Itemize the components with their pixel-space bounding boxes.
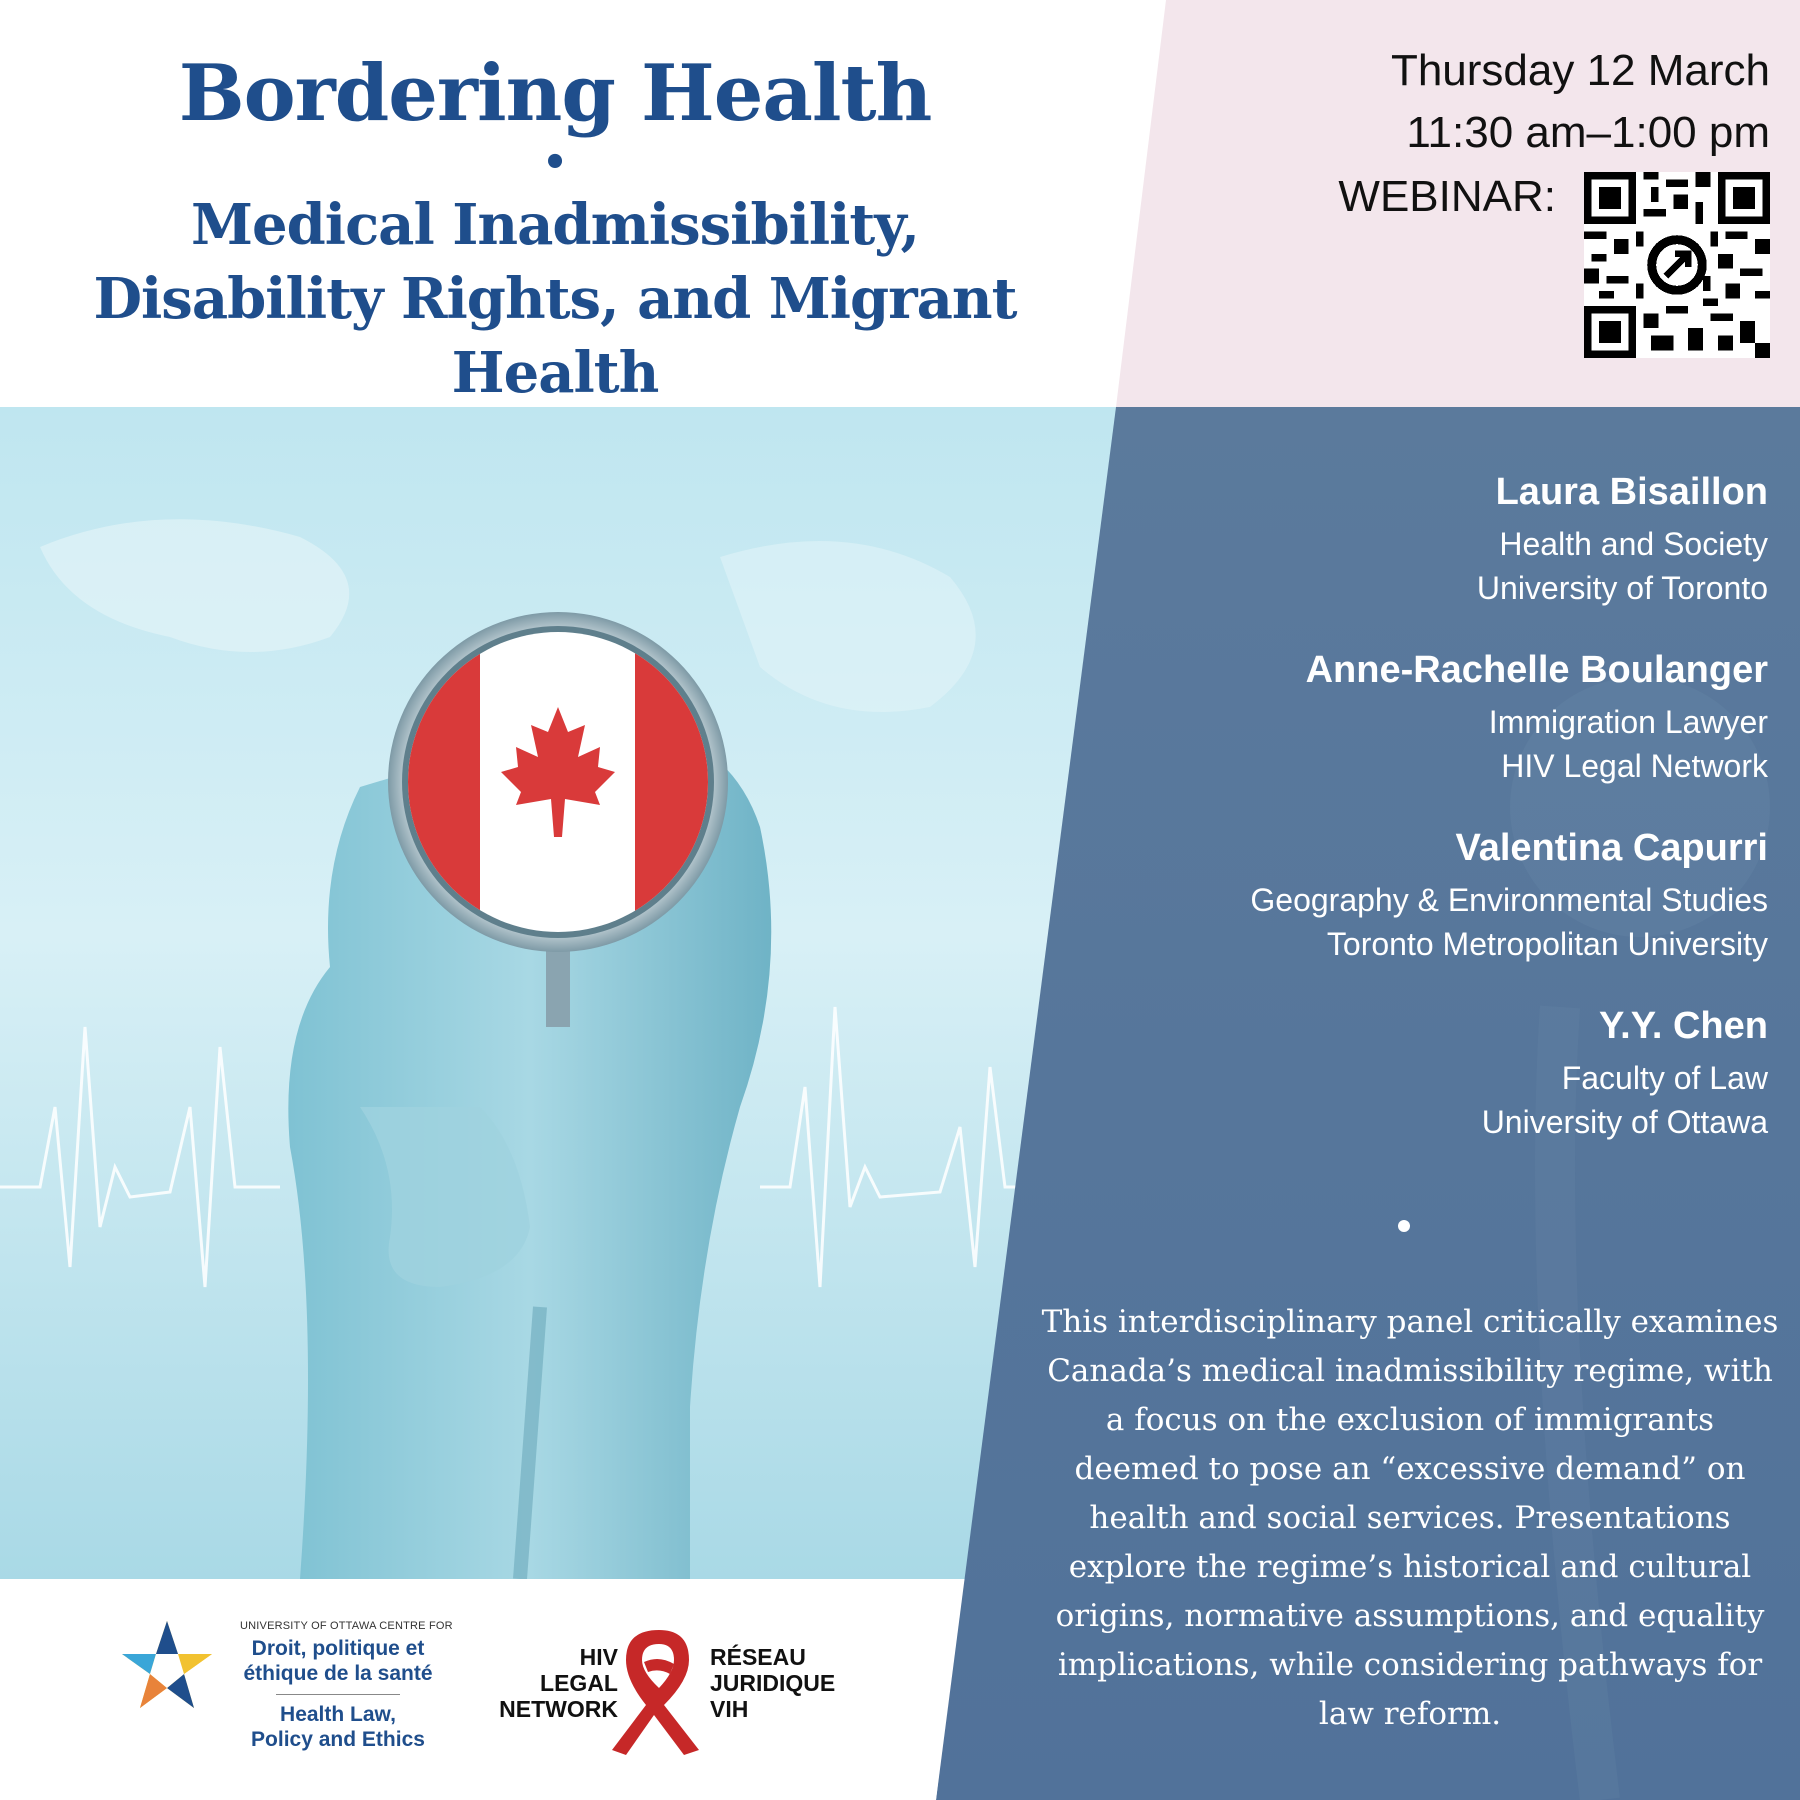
event-subtitle-line2: Disability Rights, and Migrant Health xyxy=(93,266,1017,406)
webinar-row xyxy=(1338,172,1770,358)
hiv-fr-line3: VIH xyxy=(710,1696,749,1722)
speaker-affiliation: Geography & Environmental Studies xyxy=(1250,882,1768,918)
uottawa-centre-label: UNIVERSITY OF OTTAWA CENTRE FOR xyxy=(240,1620,453,1632)
speaker-name: Anne-Rachelle Boulanger xyxy=(1305,649,1768,691)
uottawa-english-name xyxy=(240,1702,436,1752)
speaker-item xyxy=(868,468,1768,610)
event-date: Thursday 12 March xyxy=(1390,46,1770,95)
uottawa-french-line2: éthique de la santé xyxy=(243,1662,433,1685)
speaker-name: Y.Y. Chen xyxy=(1599,1005,1768,1047)
speaker-list xyxy=(868,468,1768,1180)
hiv-en-line1: HIV xyxy=(579,1644,618,1670)
hiv-en-line2: LEGAL xyxy=(540,1670,618,1696)
event-title-block xyxy=(40,48,1070,410)
speaker-affiliation: Immigration Lawyer xyxy=(1488,704,1768,740)
section-separator-dot xyxy=(1398,1220,1410,1232)
speaker-item xyxy=(868,824,1768,966)
uottawa-english-line1: Health Law, xyxy=(280,1703,396,1726)
hiv-legal-network-fr xyxy=(710,1644,870,1722)
uottawa-french-name xyxy=(240,1636,436,1686)
hiv-fr-line1: RÉSEAU xyxy=(710,1644,806,1670)
speaker-institution: HIV Legal Network xyxy=(1501,748,1768,784)
speaker-institution: University of Ottawa xyxy=(1481,1104,1768,1140)
hiv-legal-network-en xyxy=(490,1644,618,1722)
speaker-item xyxy=(868,1002,1768,1144)
speaker-name: Laura Bisaillon xyxy=(1495,471,1768,513)
speaker-affiliation: Faculty of Law xyxy=(1561,1060,1768,1096)
event-title: Bordering Health xyxy=(178,48,932,139)
event-time: 11:30 am–1:00 pm xyxy=(1406,108,1770,157)
speaker-affiliation: Health and Society xyxy=(1499,526,1768,562)
star-logo-icon xyxy=(112,1616,222,1726)
uottawa-english-line2: Policy and Ethics xyxy=(251,1728,425,1751)
event-subtitle xyxy=(40,188,1070,410)
qr-code-icon[interactable] xyxy=(1584,172,1770,358)
title-separator: • xyxy=(542,139,568,186)
logo-divider xyxy=(276,1694,400,1695)
speaker-item xyxy=(868,646,1768,788)
webinar-label: WEBINAR: xyxy=(1338,172,1556,221)
event-description: This interdisciplinary panel critically examines Canada’s medical inadmissibility regime, with a focus on the exclusion of immigrants deemed to pose an “excessive demand” on health and social services. Presentations explore the regime’s historical and cultural origins, normative assumptions, and equality implications, while considering pathways for law reform. xyxy=(1041,1304,1779,1732)
speaker-institution: University of Toronto xyxy=(1476,570,1768,606)
hiv-en-line3: NETWORK xyxy=(499,1696,618,1722)
event-subtitle-line1: Medical Inadmissibility, xyxy=(191,192,919,258)
hiv-fr-line2: JURIDIQUE xyxy=(710,1670,836,1696)
red-ribbon-handshake-icon xyxy=(604,1620,714,1760)
uottawa-french-line1: Droit, politique et xyxy=(251,1637,425,1660)
speaker-name: Valentina Capurri xyxy=(1455,827,1768,869)
event-schedule xyxy=(1170,40,1770,164)
speaker-institution: Toronto Metropolitan University xyxy=(1326,926,1768,962)
